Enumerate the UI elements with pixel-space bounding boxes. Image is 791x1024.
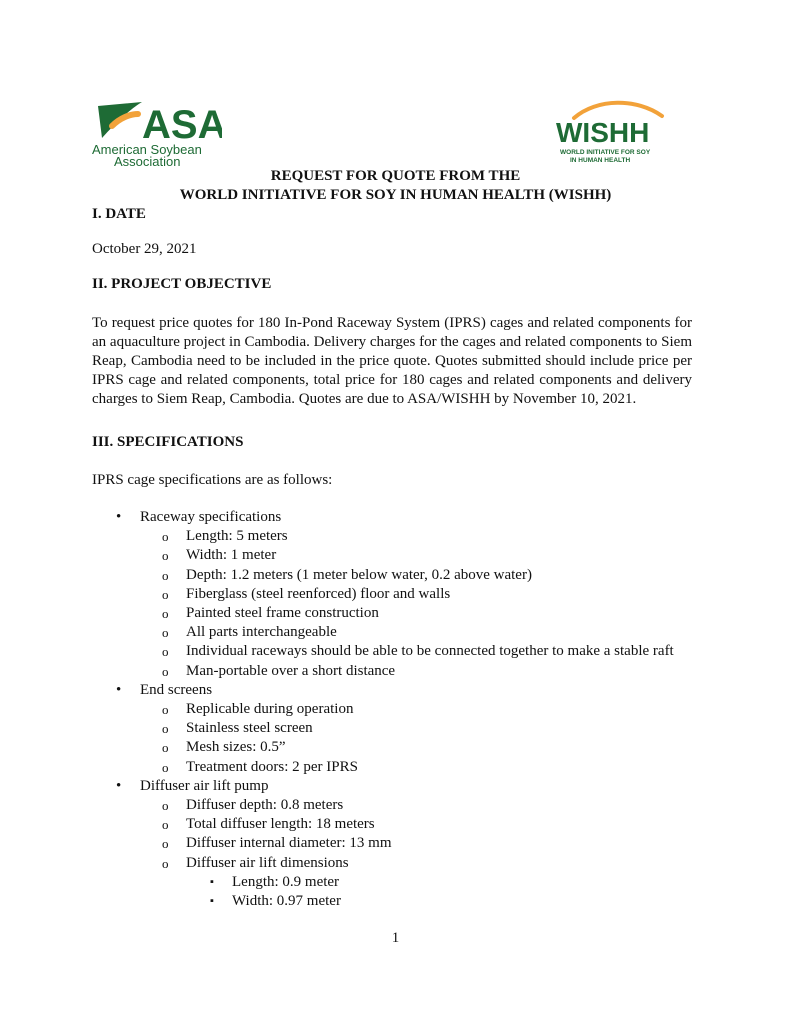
circle-bullet-icon: o <box>162 567 169 583</box>
list-item: o Diffuser air lift dimensions ▪ Length: 0.9 meter ▪ Width: 0.97 meter <box>140 854 712 912</box>
list-item: o Diffuser depth: 0.8 meters <box>140 796 712 815</box>
circle-bullet-icon: o <box>162 817 169 833</box>
spec-group-end-screens <box>92 681 712 777</box>
list-item: o Man-portable over a short distance <box>140 662 712 681</box>
asa-logo-mark-icon <box>92 98 222 166</box>
circle-bullet-icon: o <box>162 836 169 852</box>
list-item: ▪ Width: 0.97 meter <box>186 892 712 911</box>
list-item: o Depth: 1.2 meters (1 meter below water, 0.2 above water) <box>140 566 712 585</box>
circle-bullet-icon: o <box>162 663 169 679</box>
list-item: o Replicable during operation <box>140 700 712 719</box>
document-title-line1: REQUEST FOR QUOTE FROM THE <box>270 168 521 184</box>
circle-bullet-icon: o <box>162 702 169 718</box>
circle-bullet-icon: o <box>162 529 169 545</box>
circle-bullet-icon: o <box>162 548 169 564</box>
square-bullet-icon: ▪ <box>210 875 214 888</box>
circle-bullet-icon: o <box>162 721 169 737</box>
circle-bullet-icon: o <box>162 606 169 622</box>
list-item: o Mesh sizes: 0.5” <box>140 738 712 757</box>
spec-group-label: Raceway specifications <box>140 509 282 525</box>
bullet-icon: • <box>116 681 122 698</box>
list-item: o Total diffuser length: 18 meters <box>140 815 712 834</box>
circle-bullet-icon: o <box>162 855 169 871</box>
spec-group-label: Diffuser air lift pump <box>140 777 269 794</box>
list-item: o All parts interchangeable <box>140 623 712 642</box>
circle-bullet-icon: o <box>162 644 169 660</box>
svg-text:Association: Association <box>114 154 181 166</box>
svg-text:WORLD INITIATIVE FOR SOY: WORLD INITIATIVE FOR SOY <box>560 149 651 156</box>
document-title-line2: WORLD INITIATIVE FOR SOY IN HUMAN HEALTH (WISHH) <box>179 187 612 203</box>
bullet-icon: • <box>116 777 122 794</box>
asa-logo <box>92 98 222 166</box>
svg-text:IN HUMAN HEALTH: IN HUMAN HEALTH <box>570 157 631 164</box>
wishh-logo <box>552 96 677 166</box>
list-item: o Treatment doors: 2 per IPRS <box>140 758 712 777</box>
spec-group-diffuser <box>92 777 712 911</box>
list-item: o Stainless steel screen <box>140 719 712 738</box>
specifications-list <box>92 508 712 911</box>
circle-bullet-icon: o <box>162 798 169 814</box>
circle-bullet-icon: o <box>162 759 169 775</box>
list-item: o Fiberglass (steel reenforced) floor and walls <box>140 585 712 604</box>
bullet-icon: • <box>116 509 122 525</box>
wishh-logo-mark-icon <box>552 96 677 166</box>
date-value: October 29, 2021 <box>92 241 197 257</box>
spec-group-raceway <box>92 508 712 681</box>
list-item: o Diffuser internal diameter: 13 mm <box>140 834 712 853</box>
specifications-intro: IPRS cage specifications are as follows: <box>92 472 333 488</box>
svg-text:WISHH: WISHH <box>556 117 650 148</box>
section-objective-heading: II. PROJECT OBJECTIVE <box>92 276 272 292</box>
list-item: o Painted steel frame construction <box>140 604 712 623</box>
svg-text:American Soybean: American Soybean <box>92 142 202 157</box>
list-item: ▪ Length: 0.9 meter <box>186 873 712 892</box>
page-number: 1 <box>391 930 400 946</box>
section-specifications-heading: III. SPECIFICATIONS <box>92 434 244 450</box>
circle-bullet-icon: o <box>162 625 169 641</box>
section-date-heading: I. DATE <box>92 206 146 222</box>
list-item: o Width: 1 meter <box>140 546 712 565</box>
circle-bullet-icon: o <box>162 740 169 756</box>
list-item: o Length: 5 meters <box>140 527 712 546</box>
square-bullet-icon: ▪ <box>210 895 214 908</box>
list-item: o Individual raceways should be able to be connected together to make a stable raft <box>140 642 712 661</box>
svg-text:ASA: ASA <box>142 103 222 147</box>
circle-bullet-icon: o <box>162 586 169 602</box>
objective-paragraph: To request price quotes for 180 In-Pond Raceway System (IPRS) cages and related components for an aquaculture project in Cambodia. Delivery charges for the cages and related components to Siem Reap, Cambodia need to be included in the price quote. Quotes submitted should include price per IPRS cage and related components, total price for 180 cages and related components and delivery charges to Siem Reap, Cambodia. Quotes are due to ASA/WISHH by November 10, 2021. <box>92 315 692 407</box>
spec-group-label: End screens <box>140 681 213 698</box>
